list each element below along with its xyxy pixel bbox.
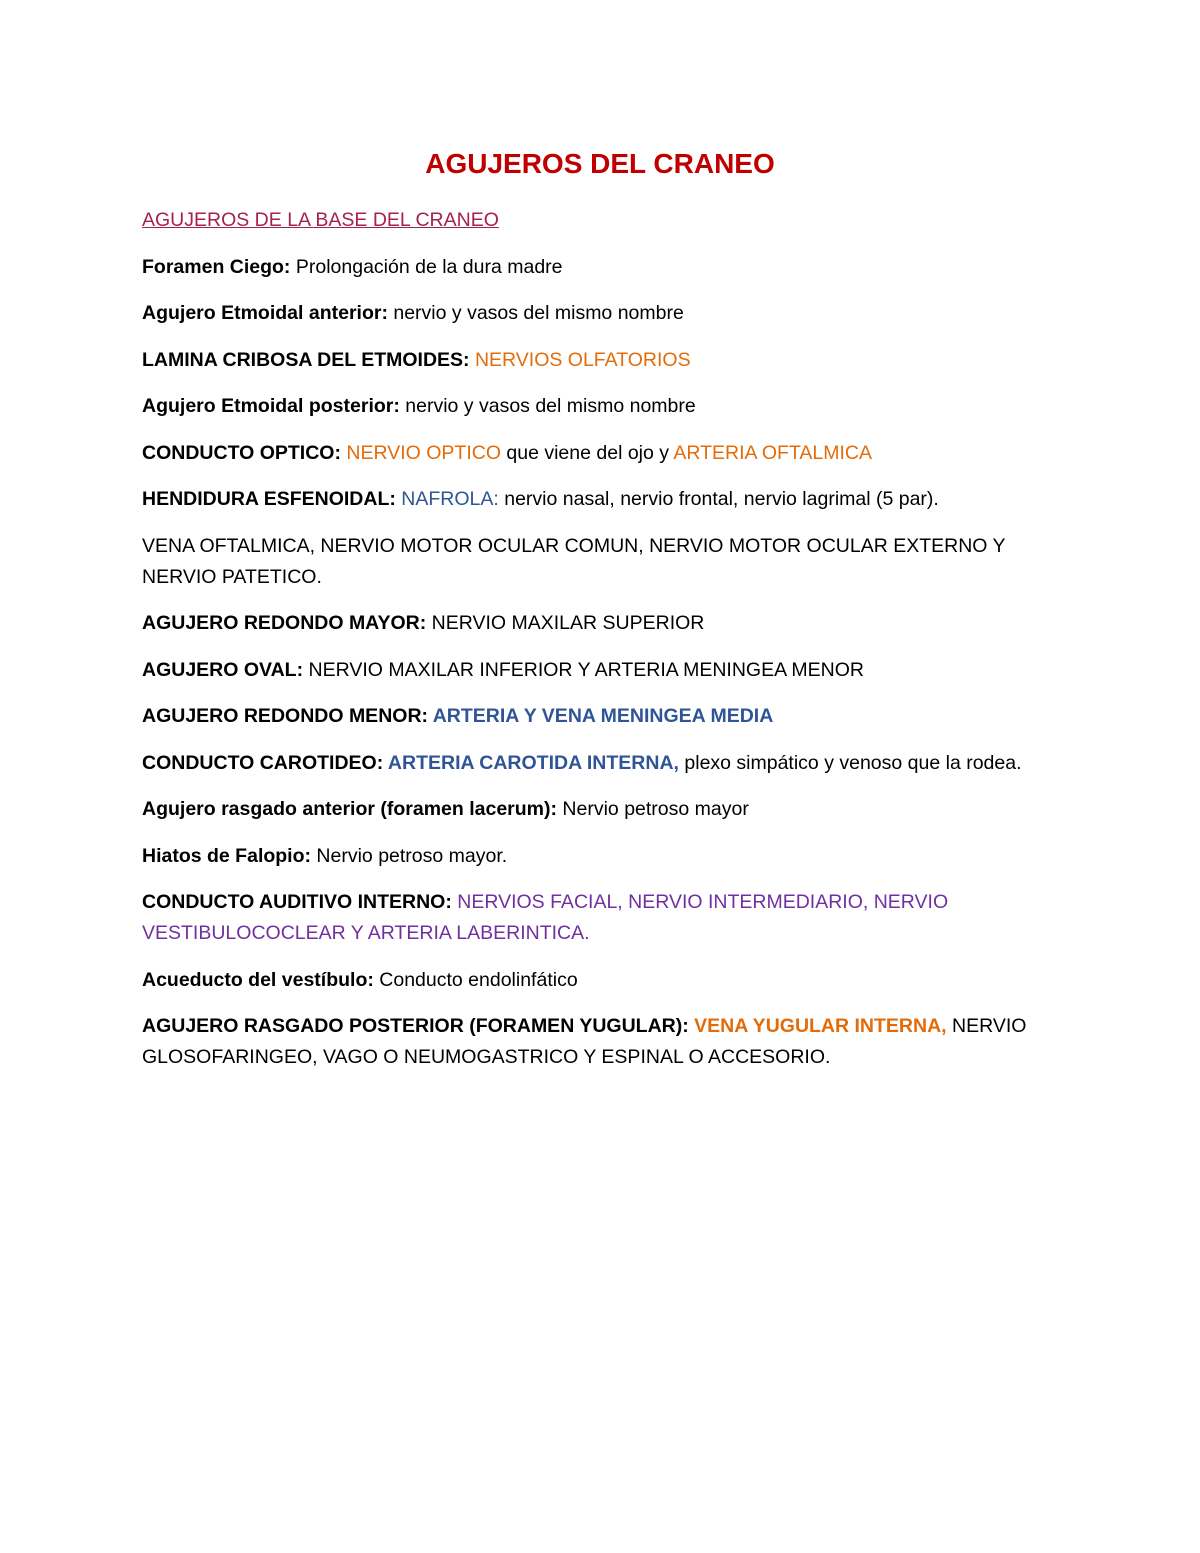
entry-highlight: ARTERIA Y VENA MENINGEA MEDIA — [428, 705, 774, 727]
entry-label: AGUJERO REDONDO MAYOR: — [142, 612, 427, 634]
entry-conducto-carotideo — [142, 748, 1072, 779]
entry-label: Foramen Ciego: — [142, 255, 291, 278]
entry-label: Agujero Etmoidal posterior: — [142, 395, 400, 417]
entry-text: Nervio petroso mayor — [557, 798, 749, 820]
entry-highlight: ARTERIA CAROTIDA INTERNA, — [383, 751, 679, 774]
entry-text: nervio nasal, nervio frontal, nervio lagrimal (5 par). — [498, 488, 939, 510]
entry-highlight: NERVIOS FACIAL, NERVIO INTERMEDIARIO, NERVIO VESTIBULOCOCLEAR Y ARTERIA LABERINTICA. — [142, 891, 949, 944]
entry-highlight-2: ARTERIA OFTALMICA — [673, 441, 873, 464]
entry-vena-oftalmica — [142, 531, 1072, 593]
entry-text: NERVIO MAXILAR INFERIOR Y ARTERIA MENINGEA MENOR — [303, 658, 865, 681]
section-subtitle-text: AGUJEROS DE LA BASE DEL CRANEO — [142, 209, 499, 231]
entry-text: que viene del ojo y — [500, 441, 674, 464]
entry-rasgado-posterior — [142, 1011, 1072, 1073]
entry-highlight: VENA YUGULAR INTERNA, — [688, 1015, 947, 1037]
entry-acueducto-vestibulo — [142, 965, 1072, 996]
entry-foramen-ciego — [142, 252, 1072, 283]
entry-label: Hiatos de Falopio: — [142, 844, 312, 867]
entry-label: AGUJERO RASGADO POSTERIOR (FORAMEN YUGULAR): — [142, 1015, 689, 1037]
entry-highlight: NAFROLA: — [395, 488, 499, 510]
entry-agujero-oval — [142, 655, 1072, 686]
entry-redondo-menor — [142, 701, 1072, 732]
entry-etmoidal-posterior — [142, 391, 1072, 422]
entry-auditivo-interno — [142, 887, 1072, 949]
entry-hiatos-falopio — [142, 841, 1072, 872]
entry-highlight: NERVIOS OLFATORIOS — [469, 348, 691, 371]
entry-label: CONDUCTO OPTICO: — [142, 441, 341, 464]
document-body — [142, 205, 1072, 1089]
entry-lamina-cribosa — [142, 345, 1072, 376]
entry-label: AGUJERO OVAL: — [142, 658, 304, 681]
entry-text: VENA OFTALMICA, NERVIO MOTOR OCULAR COMUN, NERVIO MOTOR OCULAR EXTERNO Y NERVIO PATETICO. — [142, 534, 1006, 588]
entry-text: Prolongación de la dura madre — [290, 255, 563, 278]
entry-highlight: NERVIO OPTICO — [340, 441, 501, 464]
entry-label: LAMINA CRIBOSA DEL ETMOIDES: — [142, 348, 470, 371]
document-title: AGUJEROS DEL CRANEO — [425, 148, 775, 179]
entry-text: NERVIO GLOSOFARINGEO, VAGO O NEUMOGASTRICO Y ESPINAL O ACCESORIO. — [142, 1015, 1027, 1068]
entry-text: nervio y vasos del mismo nombre — [387, 302, 684, 324]
entry-text: NERVIO MAXILAR SUPERIOR — [426, 612, 705, 634]
entry-hendidura-esfenoidal — [142, 484, 1072, 515]
entry-redondo-mayor — [142, 608, 1072, 639]
entry-text: Nervio petroso mayor. — [311, 844, 508, 867]
entry-label: CONDUCTO AUDITIVO INTERNO: — [142, 891, 452, 913]
section-subtitle — [142, 205, 1072, 236]
entry-text: nervio y vasos del mismo nombre — [399, 395, 696, 417]
entry-text: Conducto endolinfático — [373, 968, 578, 991]
entry-label: Acueducto del vestíbulo: — [142, 968, 374, 991]
entry-label: Agujero Etmoidal anterior: — [142, 302, 388, 324]
entry-rasgado-anterior — [142, 794, 1072, 825]
entry-text: plexo simpático y venoso que la rodea. — [678, 751, 1022, 774]
entry-conducto-optico — [142, 438, 1072, 469]
entry-label: AGUJERO REDONDO MENOR: — [142, 705, 429, 727]
entry-label: Agujero rasgado anterior (foramen lacerum): — [142, 798, 558, 820]
entry-label: CONDUCTO CAROTIDEO: — [142, 751, 384, 774]
entry-label: HENDIDURA ESFENOIDAL: — [142, 488, 396, 510]
entry-etmoidal-anterior — [142, 298, 1072, 329]
